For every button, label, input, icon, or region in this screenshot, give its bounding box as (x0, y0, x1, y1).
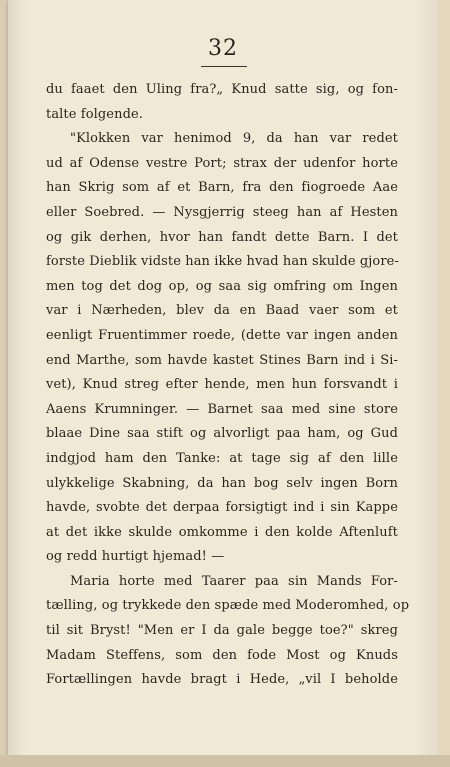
text-line: "Klokken var henimod 9, da han var redet (70, 131, 398, 147)
text-line: Aaens Krumninger. — Barnet saa med sine store (46, 401, 398, 417)
text-line: til sit Bryst! "Men er I da gale begge toe?" skreg (46, 623, 398, 639)
text-line: Madam Steffens, som den fode Most og Knuds (46, 647, 398, 663)
text-line: han Skrig som af et Barn, fra den fiogroede Aae (46, 180, 398, 196)
text-line: indgjod ham den Tanke: at tage sig af den lille (46, 450, 398, 466)
text-line: eenligt Fruentimmer roede, (dette var ingen anden (46, 327, 398, 343)
text-line: ulykkelige Skabning, da han bog selv ingen Born (46, 475, 398, 491)
text-line: var i Nærheden, blev da en Baad vaer som et (46, 303, 398, 319)
text-line: vet), Knud streg efter hende, men hun forsvandt i (46, 377, 398, 393)
text-line: talte folgende. (46, 106, 144, 122)
text-line: eller Soebred. — Nysgjerrig steeg han af Hesten (46, 204, 398, 220)
text-line: blaae Dine saa stift og alvorligt paa ham, og Gud (46, 426, 398, 442)
text-line: ud af Odense vestre Port; strax der udenfor horte (46, 155, 398, 171)
text-line: tælling, og trykkede den spæde med Moderomhed, op (46, 598, 410, 614)
book-page (8, 0, 438, 755)
text-line: du faaet den Uling fra?„ Knud satte sig, og fon‑ (46, 82, 398, 97)
text-line: og redd hurtigt hjemad! — (46, 549, 225, 565)
text-line: at det ikke skulde omkomme i den kolde Aftenluft (46, 524, 398, 540)
scan-bottom-edge (0, 755, 450, 767)
text-line: Maria horte med Taarer paa sin Mands For‑ (70, 573, 398, 589)
page-number-rule (201, 66, 247, 67)
text-line: Fortællingen havde bragt i Hede, „vil I beholde (46, 672, 398, 688)
text-line: havde, svobte det derpaa forsigtigt ind i sin Kappe (46, 500, 398, 516)
text-line: og gik derhen, hvor han fandt dette Barn. I det (46, 229, 398, 245)
page-number: 32 (208, 36, 238, 61)
text-line: forste Dieblik vidste han ikke hvad han skulde gjore‑ (46, 254, 399, 270)
body-text (46, 78, 410, 693)
text-line: end Marthe, som havde kastet Stines Barn ind i Si‑ (46, 352, 398, 368)
adjacent-page-edge (438, 0, 450, 767)
text-line: men tog det dog op, og saa sig omfring om Ingen (46, 278, 398, 294)
